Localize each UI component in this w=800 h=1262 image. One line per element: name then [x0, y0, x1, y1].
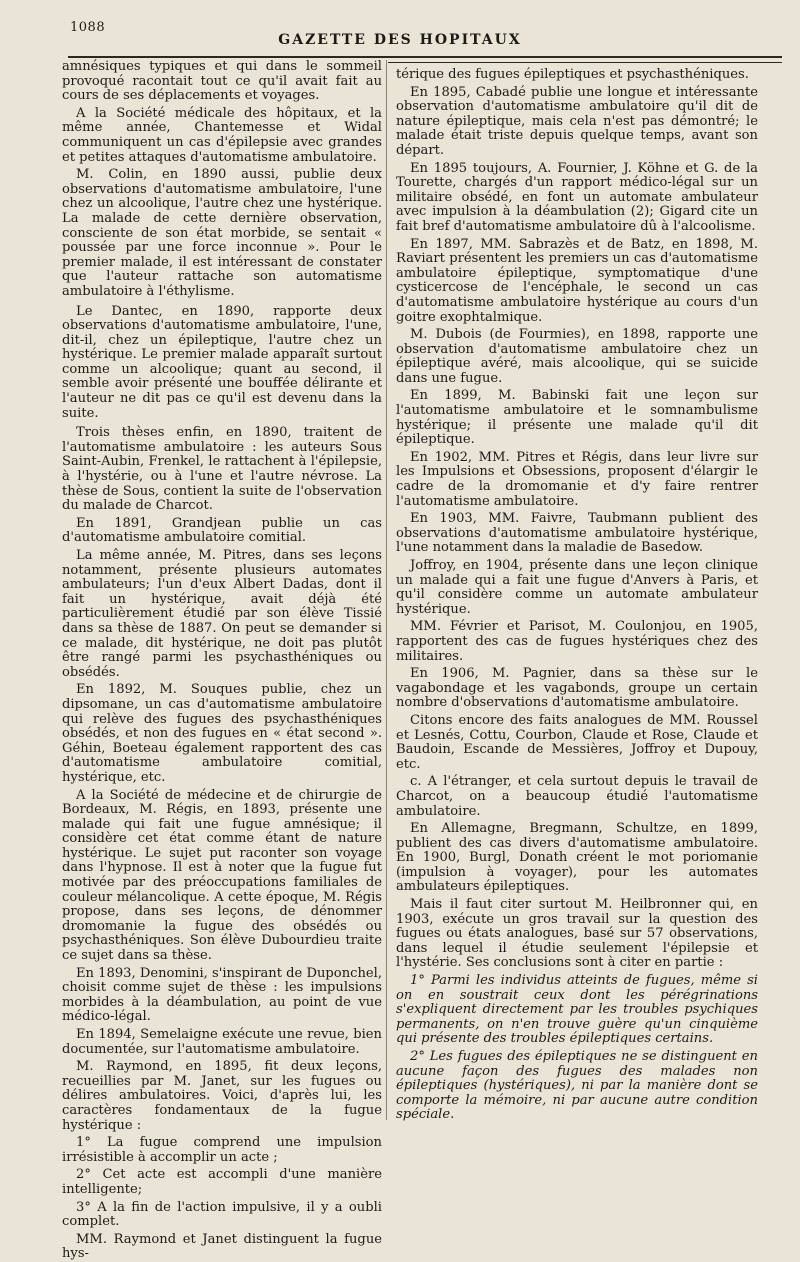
paragraph: MM. Février et Parisot, M. Coulonjou, en 1905, rapportent des cas de fugues hystériques chez des militaires. — [396, 619, 758, 664]
paragraph: 2° Cet acte est accompli d'une manière intelligente; — [62, 1167, 382, 1197]
paragraph: En Allemagne, Bregmann, Schultze, en 1899, publient des cas divers d'automatisme ambulatoire. En 1900, Burgl, Donath créent le mot poriomanie (impulsion à voyager), pour les automates ambulateurs épileptiques. — [396, 821, 758, 895]
paragraph: En 1894, Semelaigne exécute une revue, bien documentée, sur l'automatisme ambulatoire. — [62, 1027, 382, 1057]
paragraph: En 1903, MM. Faivre, Taubmann publient des observations d'automatisme ambulatoire hystérique, l'une notamment dans la maladie de Basedow. — [396, 511, 758, 556]
column-divider — [386, 60, 387, 1120]
header-rule-secondary — [388, 62, 782, 63]
paragraph: A la Société médicale des hôpitaux, et la même année, Chantemesse et Widal communiquent un cas d'épilepsie avec grandes et petites attaques d'automatisme ambulatoire. — [62, 105, 382, 165]
paragraph: Le Dantec, en 1890, rapporte deux observations d'automatisme ambulatoire, l'une, dit-il, chez un épileptique, l'autre chez un hystérique. Le premier malade apparaît surtout comme un alcoolique; quant au second, il semble avoir présenté une bouffée délirante et l'auteur ne dit pas ce qu'il est devenu dans la suite. — [62, 303, 382, 421]
paragraph: La même année, M. Pitres, dans ses leçons notamment, présente plusieurs automates ambulateurs; l'un d'eux Albert Dadas, dont il fait un hystérique, avait déjà été particulièrement étudié par son élève Tissié dans sa thèse de 1887. On peut se demander si ce malade, dit hystérique, ne doit pas plutôt être rangé parmi les psychasthéniques ou obsédés. — [62, 548, 382, 680]
paragraph: M. Raymond, en 1895, fit deux leçons, recueillies par M. Janet, sur les fugues ou délires ambulatoires. Voici, d'après lui, les caractères fondamentaux de la fugue hystérique : — [62, 1059, 382, 1133]
paragraph: M. Colin, en 1890 aussi, publie deux observations d'automatisme ambulatoire, l'une chez un alcoolique, l'autre chez une hystérique. La malade de cette dernière observation, consciente de son état morbide, se sentait « poussée par une force inconnue ». Pour le premier malade, il est intéressant de constater que l'auteur rattache son automatisme ambulatoire à l'éthylisme. — [62, 167, 382, 299]
paragraph: En 1892, M. Souques publie, chez un dipsomane, un cas d'automatisme ambulatoire qui relève des fugues des psychasthéniques obsédés, et non des fugues en « état second ». Géhin, Boeteau également rapportent des cas d'automatisme ambulatoire comitial, hystérique, etc. — [62, 682, 382, 785]
paragraph: A la Société de médecine et de chirurgie de Bordeaux, M. Régis, en 1893, présente une malade qui fait une fugue amnésique; il considère cet état comme étant de nature hystérique. Le sujet put raconter son voyage dans l'hypnose. Il est à noter que la fugue fut motivée par des préoccupations familiales de couleur mélancolique. A cette époque, M. Régis propose, dans ses leçons, de dénommer dromomanie la fugue des obsédés ou psychasthéniques. Son élève Dubourdieu traite ce sujet dans sa thèse. — [62, 787, 382, 964]
paragraph: c. A l'étranger, et cela surtout depuis le travail de Charcot, on a beaucoup étudié l'automatisme ambulatoire. — [396, 774, 758, 819]
running-title: GAZETTE DES HOPITAUX — [278, 32, 522, 48]
paragraph: En 1891, Grandjean publie un cas d'automatisme ambulatoire comitial. — [62, 515, 382, 546]
page-number: 1088 — [70, 20, 106, 35]
paragraph: En 1895, Cabadé publie une longue et intéressante observation d'automatisme ambulatoire qu'il dit de nature épileptique, mais cela n'est pas démontré; le malade était triste depuis quelque temps, avant son départ. — [396, 84, 758, 158]
paragraph: En 1902, MM. Pitres et Régis, dans leur livre sur les Impulsions et Obsessions, proposent d'élargir le cadre de la dromomanie et d'y faire rentrer l'automatisme ambulatoire. — [396, 449, 758, 509]
paragraph: En 1906, M. Pagnier, dans sa thèse sur le vagabondage et les vagabonds, groupe un certain nombre d'observations d'automatisme ambulatoire. — [396, 666, 758, 711]
paragraph: 1° La fugue comprend une impulsion irrésistible à accomplir un acte ; — [62, 1135, 382, 1165]
paragraph: En 1897, MM. Sabrazès et de Batz, en 1898, M. Raviart présentent les premiers un cas d'automatisme ambulatoire épileptique, symptomatique d'une cysticercose de l'encéphale, le second un cas d'automatisme ambulatoire hystérique au cours d'un goitre exophtalmique. — [396, 236, 758, 325]
paragraph: 1° Parmi les individus atteints de fugues, même si on en soustrait ceux dont les pérégrinations s'expliquent directement par les troubles psychiques permanents, on n'en trouve guère qu'un cinquième qui présente des troubles épileptiques certains. — [396, 973, 758, 1047]
paragraph: MM. Raymond et Janet distinguent la fugue hys- — [62, 1231, 382, 1262]
paragraph: 3° A la fin de l'action impulsive, il y a oubli complet. — [62, 1199, 382, 1230]
paragraph: Mais il faut citer surtout M. Heilbronner qui, en 1903, exécute un gros travail sur la question des fugues ou états analogues, basé sur 57 observations, dans lequel il étudie seulement l'épilepsie et l'hystérie. Ses conclusions sont à citer en partie : — [396, 897, 758, 971]
paragraph: Joffroy, en 1904, présente dans une leçon clinique un malade qui a fait une fugue d'Anvers à Paris, et qu'il considère comme un automate ambulateur hystérique. — [396, 558, 758, 617]
left-column — [62, 59, 382, 1262]
paragraph: amnésiques typiques et qui dans le sommeil provoqué racontait tout ce qu'il avait fait au cours de ses déplacements et voyages. — [62, 59, 382, 104]
paragraph: Citons encore des faits analogues de MM. Roussel et Lesnés, Cottu, Courbon, Claude et Rose, Claude et Baudoin, Escande de Messières, Joffroy et Dupouy, etc. — [396, 712, 758, 772]
paragraph: En 1895 toujours, A. Fournier, J. Köhne et G. de la Tourette, chargés d'un rapport médico-légal sur un militaire obsédé, en font un automate ambulateur avec impulsion à la déambulation (2); Gigard cite un fait bref d'automatisme ambulatoire dû à l'alcoolisme. — [396, 160, 758, 234]
paragraph: térique des fugues épileptiques et psychasthéniques. — [396, 67, 749, 82]
paragraph: En 1899, M. Babinski fait une leçon sur l'automatisme ambulatoire et le somnambulisme hystérique; il présente une malade qu'il dit épileptique. — [396, 388, 758, 448]
paragraph: M. Dubois (de Fourmies), en 1898, rapporte une observation d'automatisme ambulatoire chez un épileptique avéré, mais alcoolique, qui se suicide dans une fugue. — [396, 327, 758, 386]
right-column — [396, 68, 758, 1138]
paragraph: 2° Les fugues des épileptiques ne se distinguent en aucune façon des fugues des malades non épileptiques (hystériques), ni par la manière dont se comporte la mémoire, ni par aucune autre condition spéciale. — [396, 1049, 758, 1123]
header-rule — [68, 56, 782, 58]
paragraph: En 1893, Denomini, s'inspirant de Duponchel, choisit comme sujet de thèse : les impulsions morbides à la déambulation, au point de vue médico-légal. — [62, 965, 382, 1025]
paragraph: Trois thèses enfin, en 1890, traitent de l'automatisme ambulatoire : les auteurs Sous Saint-Aubin, Frenkel, le rattachent à l'épilepsie, à l'hystérie, ou à l'une et l'autre névrose. La thèse de Sous, contient la suite de l'observation du malade de Charcot. — [62, 425, 382, 514]
